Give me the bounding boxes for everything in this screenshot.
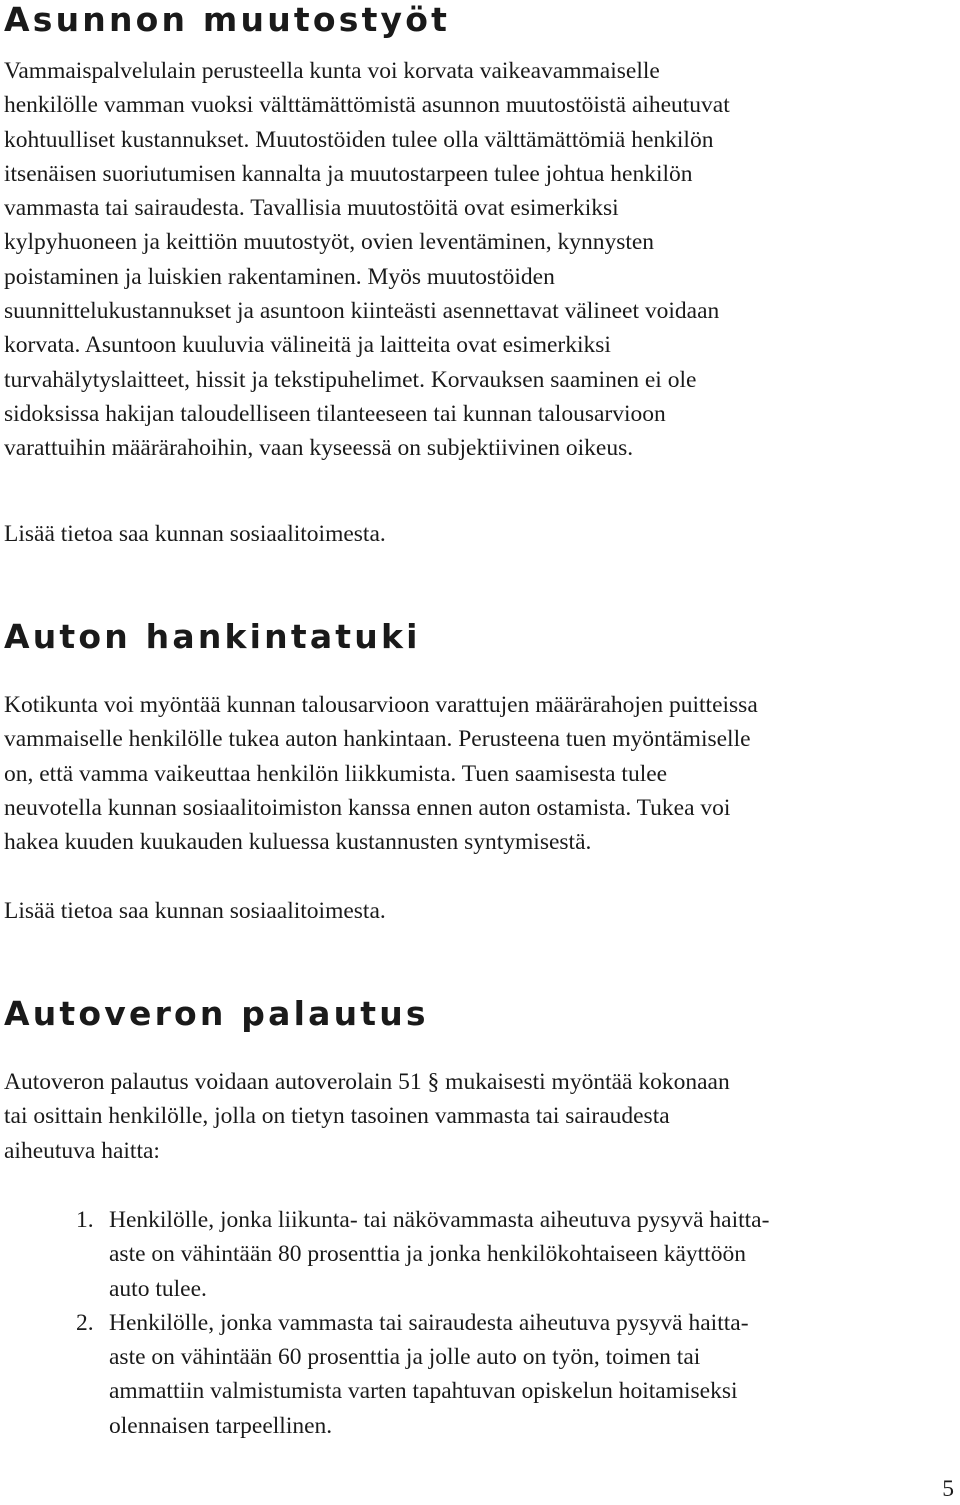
text-line: aste on vähintään 60 prosenttia ja jolle auto on työn, toimen tai xyxy=(109,1344,701,1371)
text-line: auto tulee. xyxy=(109,1275,207,1302)
text-line: Kotikunta voi myöntää kunnan talousarvioon varattujen määrärahojen puitteissa xyxy=(4,692,758,718)
text-line: on, että vamma vaikeuttaa henkilön liikkumista. Tuen saamisesta tulee xyxy=(4,760,668,787)
text-line: vammaiselle henkilölle tukea auton hankintaan. Perusteena tuen myöntämiselle xyxy=(4,726,751,753)
text-line: kylpyhuoneen ja keittiön muutostyöt, ovien leventäminen, kynnysten xyxy=(4,229,655,256)
page-number: 5 xyxy=(942,1476,954,1502)
text-line: Autoveron palautus voidaan autoverolain 51 § mukaisesti myöntää kokonaan xyxy=(4,1069,730,1095)
text-line: tai osittain henkilölle, jolla on tietyn tasoinen vammasta tai sairaudesta xyxy=(4,1103,670,1130)
text-line: sidoksissa hakijan taloudelliseen tilanteeseen tai kunnan talousarvioon xyxy=(4,400,666,427)
text-line: vammasta tai sairaudesta. Tavallisia muutostöitä ovat esimerkiksi xyxy=(4,195,619,222)
list-item-number: 1. xyxy=(76,1207,94,1233)
text-line: ammattiin valmistumista varten tapahtuvan opiskelun hoitamiseksi xyxy=(109,1378,738,1405)
text-line: turvahälytyslaitteet, hissit ja tekstipuhelimet. Korvauksen saaminen ei ole xyxy=(4,366,697,393)
section-2-paragraph-1 xyxy=(4,688,960,859)
section-heading-auton-hankintatuki: Auton hankintatuki xyxy=(4,617,421,656)
section-2-more-info xyxy=(4,894,960,928)
list-item xyxy=(0,1306,960,1443)
text-line: poistaminen ja luiskien rakentaminen. Myös muutostöiden xyxy=(4,263,555,290)
section-heading-autoveron-palautus: Autoveron palautus xyxy=(4,994,429,1033)
section-3-paragraph-1 xyxy=(4,1065,960,1168)
text-line: Henkilölle, jonka liikunta- tai näkövammasta aiheutuva pysyvä haitta- xyxy=(109,1207,770,1233)
text-line: olennaisen tarpeellinen. xyxy=(109,1412,333,1439)
text-line: kohtuulliset kustannukset. Muutostöiden tulee olla välttämättömiä henkilön xyxy=(4,126,714,153)
text-line: varattuihin määrärahoihin, vaan kyseessä on subjektiivinen oikeus. xyxy=(4,435,634,462)
text-line: neuvotella kunnan sosiaalitoimiston kanssa ennen auton ostamista. Tukea voi xyxy=(4,794,731,821)
list-item-number: 2. xyxy=(76,1309,94,1336)
criteria-list xyxy=(0,1203,960,1443)
text-line: henkilölle vamman vuoksi välttämättömistä asunnon muutostöistä aiheutuvat xyxy=(4,92,730,119)
text-line: aiheutuva haitta: xyxy=(4,1137,160,1164)
section-1-more-info xyxy=(4,517,960,551)
section-heading-asunnon-muutostyot: Asunnon muutostyöt xyxy=(4,0,451,39)
text-line: suunnittelukustannukset ja asuntoon kiinteästi asennettavat välineet voidaan xyxy=(4,298,720,325)
text-line: Henkilölle, jonka vammasta tai sairaudesta aiheutuva pysyvä haitta- xyxy=(109,1309,749,1336)
text-line: Vammaispalvelulain perusteella kunta voi korvata vaikeavammaiselle xyxy=(4,58,660,84)
text-line: Lisää tietoa saa kunnan sosiaalitoimesta. xyxy=(4,898,386,924)
text-line: aste on vähintään 80 prosenttia ja jonka henkilökohtaiseen käyttöön xyxy=(109,1241,746,1268)
text-line: Lisää tietoa saa kunnan sosiaalitoimesta. xyxy=(4,521,386,547)
text-line: hakea kuuden kuukauden kuluessa kustannusten syntymisestä. xyxy=(4,829,592,856)
list-item xyxy=(0,1203,960,1306)
section-1-paragraph-1 xyxy=(4,54,960,466)
text-line: korvata. Asuntoon kuuluvia välineitä ja laitteita ovat esimerkiksi xyxy=(4,332,611,359)
text-line: itsenäisen suoriutumisen kannalta ja muutostarpeen tulee johtua henkilön xyxy=(4,160,693,187)
